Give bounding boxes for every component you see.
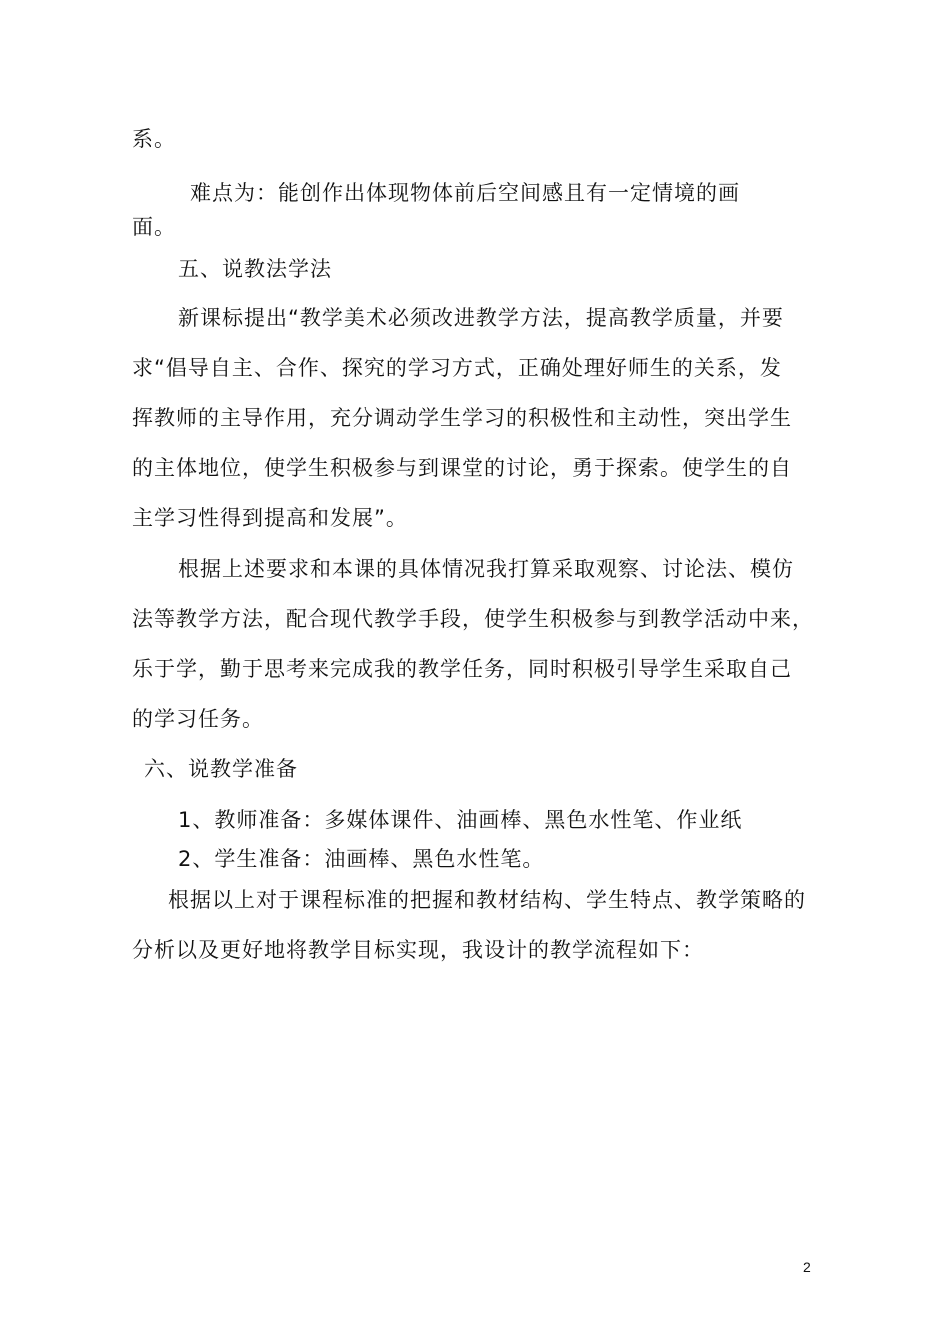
text-line-10: 根据上述要求和本课的具体情况我打算采取观察、讨论法、模仿 bbox=[178, 557, 794, 581]
text-line-3: 面。 bbox=[132, 215, 176, 239]
text-line-5: 新课标提出“教学美术必须改进教学方法，提高教学质量，并要 bbox=[178, 306, 784, 330]
text-line-17: 根据以上对于课程标准的把握和教材结构、学生特点、教学策略的 bbox=[168, 888, 806, 912]
text-line-9: 主学习性得到提高和发展”。 bbox=[132, 506, 408, 530]
section-heading-6: 六、说教学准备 bbox=[144, 757, 298, 781]
section-heading-5: 五、说教法学法 bbox=[178, 257, 332, 281]
text-line-7: 挥教师的主导作用，充分调动学生学习的积极性和主动性，突出学生 bbox=[132, 406, 792, 430]
text-line-6: 求“倡导自主、合作、探究的学习方式，正确处理好师生的关系，发 bbox=[132, 356, 782, 380]
list-item-1: 1、教师准备：多媒体课件、油画棒、黑色水性笔、作业纸 bbox=[178, 808, 743, 832]
page-number: 2 bbox=[803, 1259, 811, 1275]
text-line-13: 的学习任务。 bbox=[132, 707, 264, 731]
text-line-1: 系。 bbox=[132, 127, 176, 151]
text-line-11: 法等教学方法，配合现代教学手段，使学生积极参与到教学活动中来， bbox=[132, 607, 814, 631]
text-line-18: 分析以及更好地将教学目标实现，我设计的教学流程如下： bbox=[132, 938, 704, 962]
text-line-8: 的主体地位，使学生积极参与到课堂的讨论，勇于探索。使学生的自 bbox=[132, 456, 792, 480]
list-item-2: 2、学生准备：油画棒、黑色水性笔。 bbox=[178, 847, 545, 871]
text-line-2: 难点为：能创作出体现物体前后空间感且有一定情境的画 bbox=[190, 181, 740, 205]
text-line-12: 乐于学，勤于思考来完成我的教学任务，同时积极引导学生采取自己 bbox=[132, 657, 792, 681]
